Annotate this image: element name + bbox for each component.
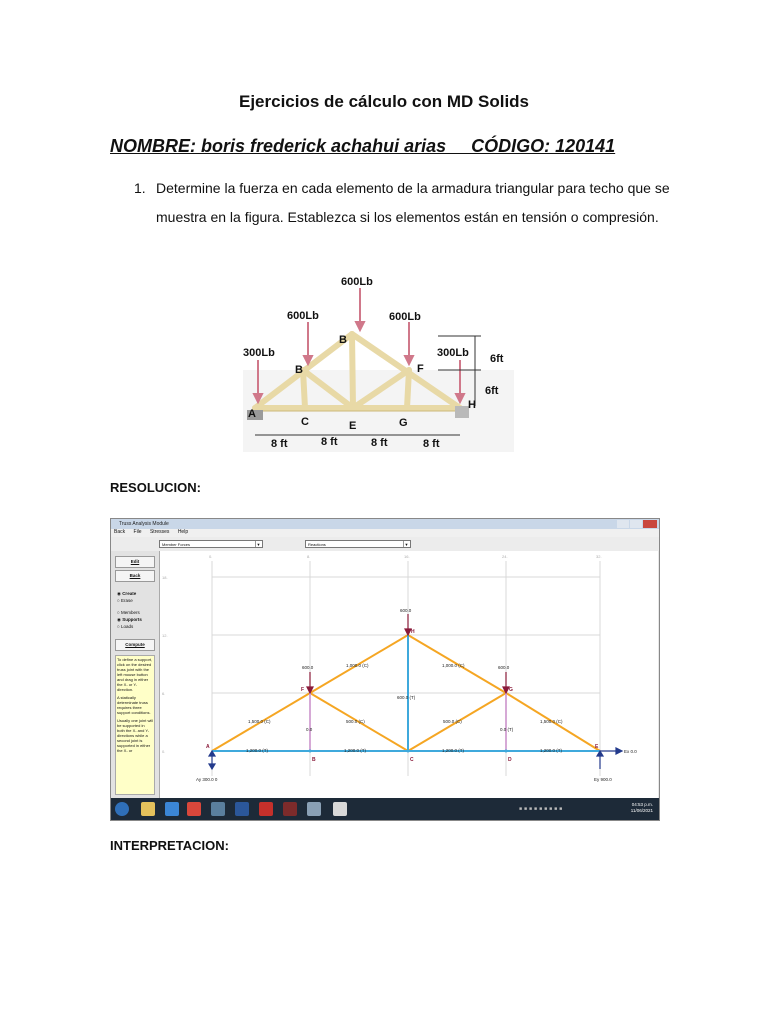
load-label-top: 600Lb [341, 276, 373, 288]
member-force-hc: 600.0 (T) [397, 695, 416, 700]
axis-y-label-6: 6. [162, 691, 166, 696]
member-force-bc: 1,200.0 (T) [344, 748, 367, 753]
node-label-a: A [248, 408, 256, 420]
truss-figure [243, 270, 514, 452]
joint-label-c: C [410, 757, 414, 763]
span-label-2: 8 ft [321, 436, 338, 448]
md-solids-icon[interactable] [333, 802, 347, 816]
menu-back[interactable]: Back [114, 529, 126, 535]
member-force-fc: 500.0 (C) [346, 719, 365, 724]
document-title: Ejercicios de cálculo con MD Solids [238, 92, 530, 111]
help-text-2: A statically determinate truss requires three support conditions. [117, 695, 151, 715]
clock-date: 11/06/2021 [630, 808, 653, 813]
right-support [455, 406, 469, 418]
toolbar [111, 537, 659, 551]
member-force-gd: 0.0 (T) [500, 727, 514, 732]
software-screenshot [110, 518, 660, 821]
load-value-g: 600.0 [498, 665, 510, 670]
interpretation-heading: INTERPRETACION: [110, 838, 229, 853]
member-force-de: 1,200.0 (T) [540, 748, 563, 753]
radio-create[interactable]: ◉ Create [117, 591, 137, 596]
member-force-hg: 1,000.0 (C) [442, 663, 465, 668]
menu-bar [111, 529, 659, 537]
start-icon[interactable] [115, 802, 129, 816]
node-label-top: B [339, 334, 347, 346]
reaction-ex: Ex 0.0 [624, 749, 637, 754]
chevron-down-icon: ▼ [404, 542, 409, 547]
folder-icon[interactable] [141, 802, 155, 816]
member-force-af: 1,500.0 (C) [248, 719, 271, 724]
node-label-c: C [301, 416, 309, 428]
menu-stresses[interactable]: Stresses [149, 529, 170, 535]
axis-y-label-18: 18. [162, 575, 168, 580]
node-label-b: B [295, 364, 303, 376]
chevron-down-icon: ▼ [256, 542, 261, 547]
joint-label-a: A [206, 744, 210, 750]
span-label-4: 8 ft [423, 438, 440, 450]
load-label-right: 600Lb [389, 311, 421, 323]
truss-figure-svg [243, 270, 514, 452]
member-force-cd: 1,200.0 (T) [442, 748, 465, 753]
question-text: Determine la fuerza en cada elemento de la armadura triangular para techo que se muestra en la figura. Establezca si los elementos están en tensión o compresión. [156, 180, 670, 225]
student-name-line: NOMBRE: boris frederick achahui arias CÓDIGO: 120141 [110, 136, 616, 156]
member-force-ab: 1,200.0 (T) [246, 748, 269, 753]
axis-x-label-0: 0. [209, 554, 213, 559]
back-button[interactable]: Back [115, 570, 155, 582]
window-titlebar [111, 519, 659, 529]
span-label-3: 8 ft [371, 437, 388, 449]
window-controls [617, 520, 657, 528]
joint-label-d: D [508, 757, 512, 763]
minimize-icon [617, 520, 629, 528]
member-force-fh: 1,000.0 (C) [346, 663, 369, 668]
question-number: 1. [134, 180, 146, 196]
menu-file[interactable]: File [133, 529, 142, 535]
joint-label-b: B [312, 757, 316, 763]
tool-icon[interactable] [283, 802, 297, 816]
app-icon[interactable] [211, 802, 225, 816]
joint-label-e: E [595, 744, 599, 750]
help-panel [115, 655, 155, 795]
pdf-icon[interactable] [259, 802, 273, 816]
truss-analysis-svg [160, 551, 658, 798]
compute-button[interactable]: Compute [115, 639, 155, 651]
member-force-ge: 1,500.0 (C) [540, 719, 563, 724]
close-icon [643, 520, 657, 528]
height-label-upper: 6ft [490, 353, 504, 365]
axis-y-label-0: 0. [162, 749, 166, 754]
radio-supports[interactable]: ◉ Supports [117, 617, 142, 622]
resolution-heading: RESOLUCION: [110, 480, 201, 495]
node-label-e: E [349, 420, 357, 432]
node-label-g: G [399, 417, 408, 429]
sidebar [111, 551, 160, 798]
span-label-1: 8 ft [271, 438, 288, 450]
help-text-1: To define a support, click on the desired truss joint with the left mouse button and drag in either the X- or Y- direction. [117, 657, 153, 692]
edit-button[interactable]: Edit [115, 556, 155, 568]
load-label-end-left: 300Lb [243, 347, 275, 359]
joint-label-h: H [411, 629, 415, 635]
joint-label-f: F [301, 687, 305, 693]
reaction-ey: Ey 900.0 [594, 777, 612, 782]
load-value-f: 600.0 [302, 665, 314, 670]
load-label-end-right: 300Lb [437, 347, 469, 359]
clock [631, 802, 653, 814]
axis-x-label-32: 32. [596, 554, 602, 559]
axis-x-label-24: 24. [502, 554, 508, 559]
load-label-left: 600Lb [287, 310, 319, 322]
height-label-lower: 6ft [485, 385, 499, 397]
member-force-fb: 0.0 [306, 727, 313, 732]
network-app-icon[interactable] [307, 802, 321, 816]
reactions-select-value: Reactions [308, 542, 326, 547]
word-icon[interactable] [235, 802, 249, 816]
axis-x-label-16: 16. [404, 554, 410, 559]
display-select-value: Member Forces [162, 542, 191, 547]
system-tray-icons: ■■■■■■■■■ [519, 806, 565, 812]
browser-icon[interactable] [165, 802, 179, 816]
reactions-select[interactable] [305, 540, 411, 548]
os-taskbar [111, 798, 659, 820]
member-force-gc: 500.0 (C) [443, 719, 462, 724]
axis-x-label-8: 8. [307, 554, 311, 559]
joint-label-g: G [509, 687, 513, 693]
node-label-f: F [417, 363, 424, 375]
load-value-h: 600.0 [400, 608, 412, 613]
clock-time: 04:53 p.m. [631, 802, 653, 807]
radio-loads[interactable]: ○ Loads [117, 624, 134, 629]
chrome-icon[interactable] [187, 802, 201, 816]
window-title: Truss Analysis Module [119, 521, 169, 527]
radio-erase[interactable]: ○ Erase [117, 598, 133, 603]
truss-canvas[interactable] [160, 551, 658, 798]
display-select[interactable] [159, 540, 263, 548]
question-1 [134, 174, 674, 232]
help-text-3: Usually one joint will be supported in both the X- and Y- directions while a second joint is supported in either the X- or [117, 718, 154, 753]
node-label-h: H [468, 399, 476, 411]
menu-help[interactable]: Help [177, 529, 189, 535]
reaction-ay: Ay 300.0 0 [196, 777, 218, 782]
maximize-icon [630, 520, 642, 528]
radio-members[interactable]: ○ Members [117, 610, 140, 615]
axis-y-label-12: 12. [162, 633, 168, 638]
